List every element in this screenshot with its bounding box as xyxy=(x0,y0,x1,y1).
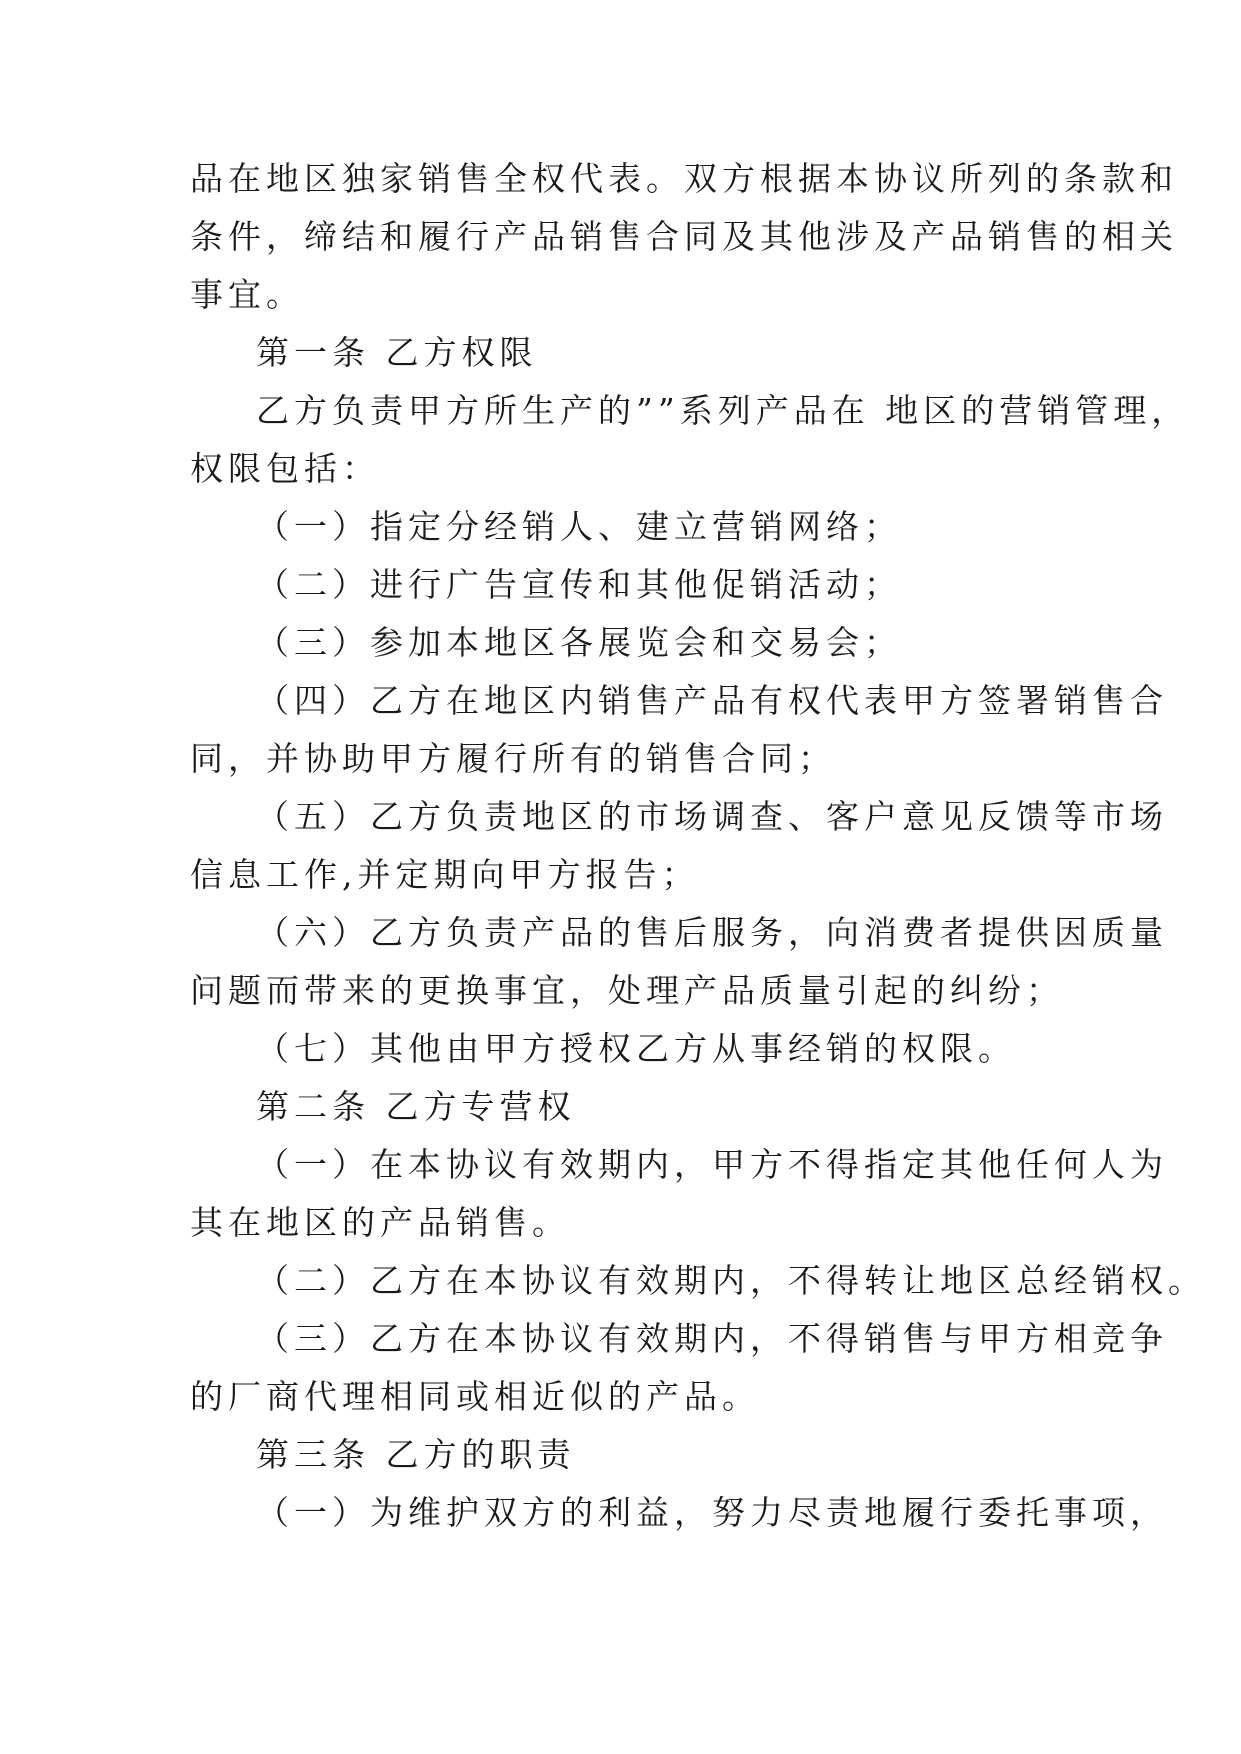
text-line: 权限包括： xyxy=(190,449,380,488)
list-item: （三）乙方在本协议有效期内，不得销售与甲方相竞争 xyxy=(256,1319,1168,1358)
text-line: 品在地区独家销售全权代表。双方根据本协议所列的条款和 xyxy=(190,159,1178,198)
text-line: 信息工作,并定期向甲方报告； xyxy=(190,855,700,894)
list-item: （二）乙方在本协议有效期内，不得转让地区总经销权。 xyxy=(256,1261,1206,1300)
list-item: （一）指定分经销人、建立营销网络； xyxy=(256,507,902,546)
article-heading: 第二条 乙方专营权 xyxy=(256,1087,576,1126)
list-item: （四）乙方在地区内销售产品有权代表甲方签署销售合 xyxy=(256,681,1168,720)
list-item: （一）为维护双方的利益，努力尽责地履行委托事项， xyxy=(256,1493,1168,1532)
list-item: （五）乙方负责地区的市场调查、客户意见反馈等市场 xyxy=(256,797,1168,836)
text-line: 同，并协助甲方履行所有的销售合同； xyxy=(190,739,836,778)
text-line: 问题而带来的更换事宜，处理产品质量引起的纠纷； xyxy=(190,971,1064,1010)
list-item: （一）在本协议有效期内，甲方不得指定其他任何人为 xyxy=(256,1145,1168,1184)
document-page xyxy=(190,150,1206,1542)
text-line: 乙方负责甲方所生产的””系列产品在 地区的营销管理， xyxy=(256,391,1190,430)
list-item: （二）进行广告宣传和其他促销活动； xyxy=(256,565,902,604)
text-line: 条件，缔结和履行产品销售合同及其他涉及产品销售的相关 xyxy=(190,217,1178,256)
list-item: （七）其他由甲方授权乙方从事经销的权限。 xyxy=(256,1029,1016,1068)
article-heading: 第三条 乙方的职责 xyxy=(256,1435,576,1474)
text-line: 的厂商代理相同或相近似的产品。 xyxy=(190,1377,760,1416)
list-item: （三）参加本地区各展览会和交易会； xyxy=(256,623,902,662)
article-heading: 第一条 乙方权限 xyxy=(256,333,538,372)
text-line: 事宜。 xyxy=(190,275,304,314)
list-item: （六）乙方负责产品的售后服务，向消费者提供因质量 xyxy=(256,913,1168,952)
text-line: 其在地区的产品销售。 xyxy=(190,1203,570,1242)
